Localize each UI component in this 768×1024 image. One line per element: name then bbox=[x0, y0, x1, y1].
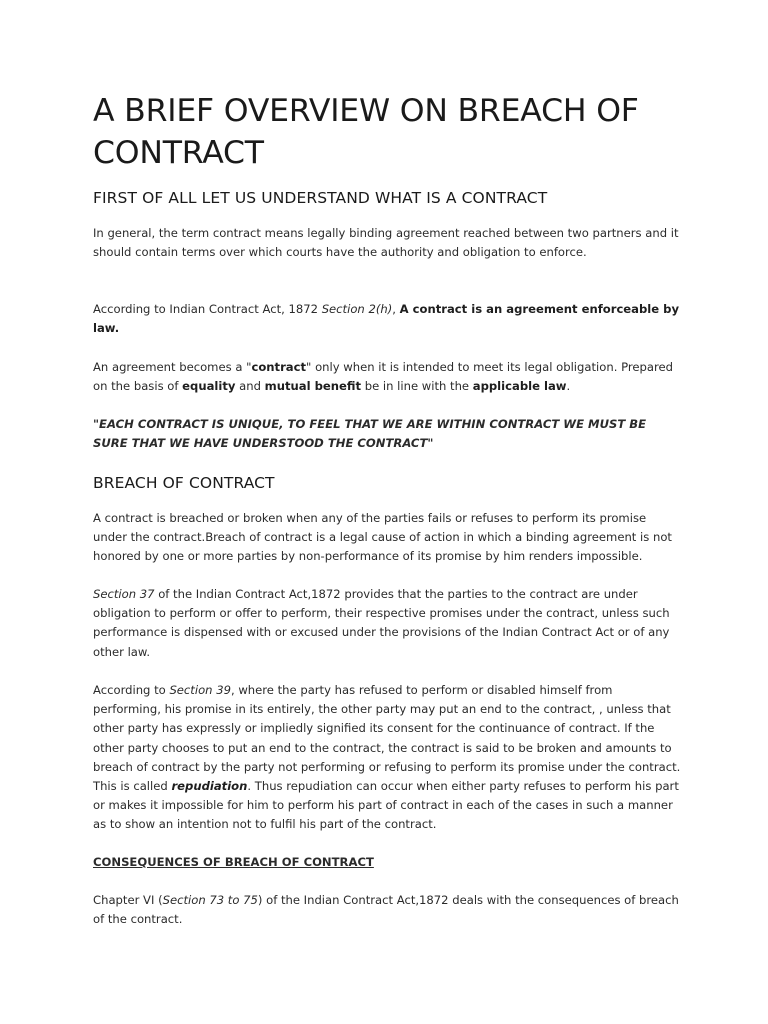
text-fragment: . bbox=[566, 379, 571, 394]
text-fragment: , where the party has refused to perform or disabled himself from performing, his promise in its entirely, the other party may put an end to the contract, , unless that other party has expressly or impliedly signified its consent for the continuance of contract. If the other party chooses to put an end to the contract, the contract is said to be broken and amounts to breach of contract by the party not performing or refusing to perform its promise under the contract. This is called bbox=[93, 683, 681, 794]
paragraph-section-39 bbox=[93, 681, 683, 835]
section-heading-breach-of-contract: BREACH OF CONTRACT bbox=[93, 474, 275, 492]
document-title: A BRIEF OVERVIEW ON BREACH OF CONTRACT bbox=[93, 93, 639, 171]
paragraph-chapter-vi bbox=[93, 891, 683, 929]
text-fragment: be in line with the bbox=[361, 379, 473, 394]
bold-term: applicable law bbox=[472, 379, 567, 394]
section-reference: Section 73 to 75 bbox=[162, 893, 258, 907]
bold-term: mutual benefit bbox=[264, 379, 362, 394]
text-fragment: According to Indian Contract Act, 1872 bbox=[93, 302, 322, 316]
paragraph-breach-definition: A contract is breached or broken when any of the parties fails or refuses to perform its promise under the contract.Breach of contract is a legal cause of action in which a binding agreement is not honored by one or more parties by non-performance of its promise by him renders impossible. bbox=[93, 511, 672, 564]
text-fragment: ) of the Indian Contract Act,1872 deals with the consequences of breach of the contract. bbox=[93, 893, 679, 927]
quote-each-contract-unique: "EACH CONTRACT IS UNIQUE, TO FEEL THAT WE ARE WITHIN CONTRACT WE MUST BE SURE THAT WE HAVE UNDERSTOOD THE CONTRACT" bbox=[93, 417, 647, 451]
text-fragment: . Thus repudiation can occur when either party refuses to perform his part or makes it impossible for him to perform his part of contract in each of the cases in such a manner as to show an intention not to fulfil his part of the contract. bbox=[93, 779, 679, 832]
section-reference: Section 37 bbox=[93, 587, 155, 601]
bold-definition: A contract is an agreement enforceable by law. bbox=[93, 302, 680, 336]
text-fragment: of the Indian Contract Act,1872 provides that the parties to the contract are under obligation to perform or offer to perform, their respective promises under the contract, unless such performance is dispensed with or excused under the provisions of the Indian Contract Act or of any other law. bbox=[93, 587, 670, 659]
section-heading-consequences: CONSEQUENCES OF BREACH OF CONTRACT bbox=[93, 855, 374, 869]
text-fragment: Chapter VI ( bbox=[93, 893, 163, 907]
paragraph-contract-definition: In general, the term contract means legally binding agreement reached between two partners and it should contain terms over which courts have the authority and obligation to enforce. bbox=[93, 226, 679, 260]
section-reference: Section 2(h) bbox=[321, 302, 393, 316]
term-repudiation: repudiation bbox=[171, 779, 248, 794]
text-fragment: An agreement becomes a " bbox=[93, 360, 252, 374]
text-fragment: and bbox=[235, 379, 265, 394]
text-fragment: According to bbox=[93, 683, 170, 697]
paragraph-agreement-becomes-contract bbox=[93, 358, 683, 396]
bold-term: equality bbox=[182, 379, 236, 394]
bold-term: contract bbox=[251, 360, 307, 374]
text-fragment: , bbox=[392, 302, 400, 316]
section-heading-what-is-contract: FIRST OF ALL LET US UNDERSTAND WHAT IS A CONTRACT bbox=[93, 189, 548, 207]
paragraph-indian-contract-act bbox=[93, 300, 683, 338]
paragraph-section-37 bbox=[93, 585, 683, 662]
section-reference: Section 39 bbox=[169, 683, 231, 697]
text-fragment: " only when it is intended to meet its legal obligation. Prepared on the basis of bbox=[93, 360, 673, 394]
